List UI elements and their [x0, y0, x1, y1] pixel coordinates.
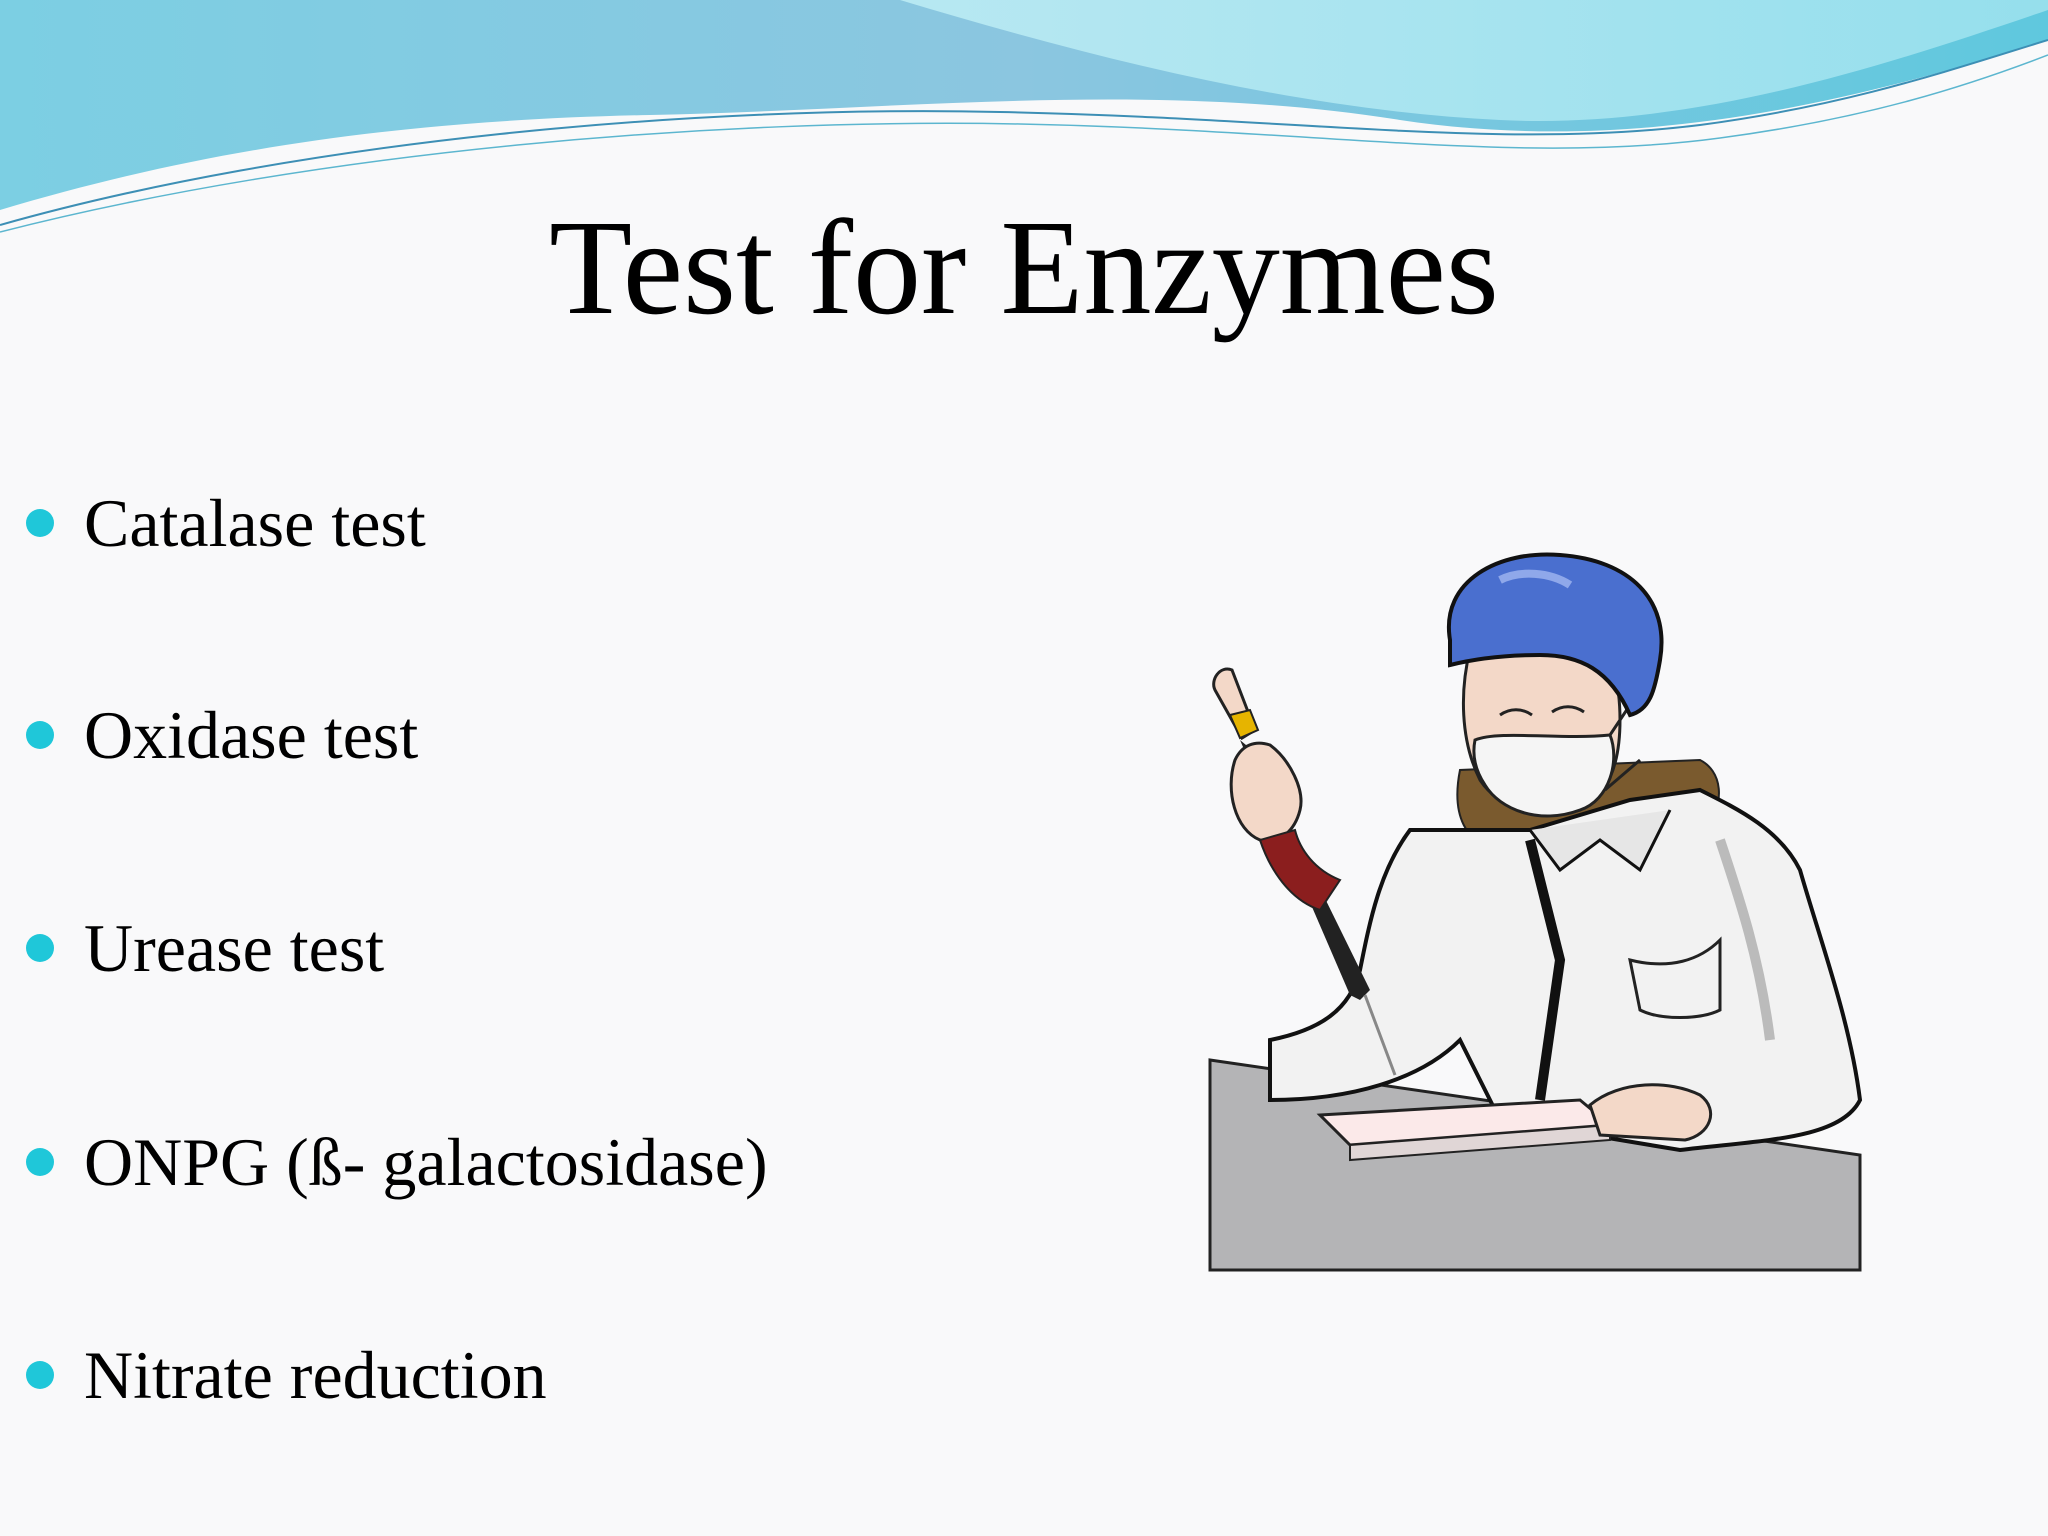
list-item: [26, 1117, 768, 1207]
list-item: [26, 903, 384, 993]
list-item: [26, 478, 426, 568]
lab-technician-with-pipette-icon: [1200, 540, 1890, 1280]
bullet-text: Oxidase test: [84, 697, 419, 773]
bullet-dot-icon: [26, 1361, 54, 1389]
bullet-text: Catalase test: [84, 485, 426, 561]
list-item: [26, 1330, 547, 1420]
bullet-text: ONPG (ß- galactosidase): [84, 1124, 768, 1200]
bullet-text: Nitrate reduction: [84, 1337, 547, 1413]
bullet-dot-icon: [26, 1148, 54, 1176]
list-item: [26, 690, 418, 780]
bullet-dot-icon: [26, 721, 54, 749]
page-title: Test for Enzymes: [549, 193, 1499, 343]
bullet-dot-icon: [26, 509, 54, 537]
bullet-text: Urease test: [84, 910, 385, 986]
bullet-dot-icon: [26, 934, 54, 962]
